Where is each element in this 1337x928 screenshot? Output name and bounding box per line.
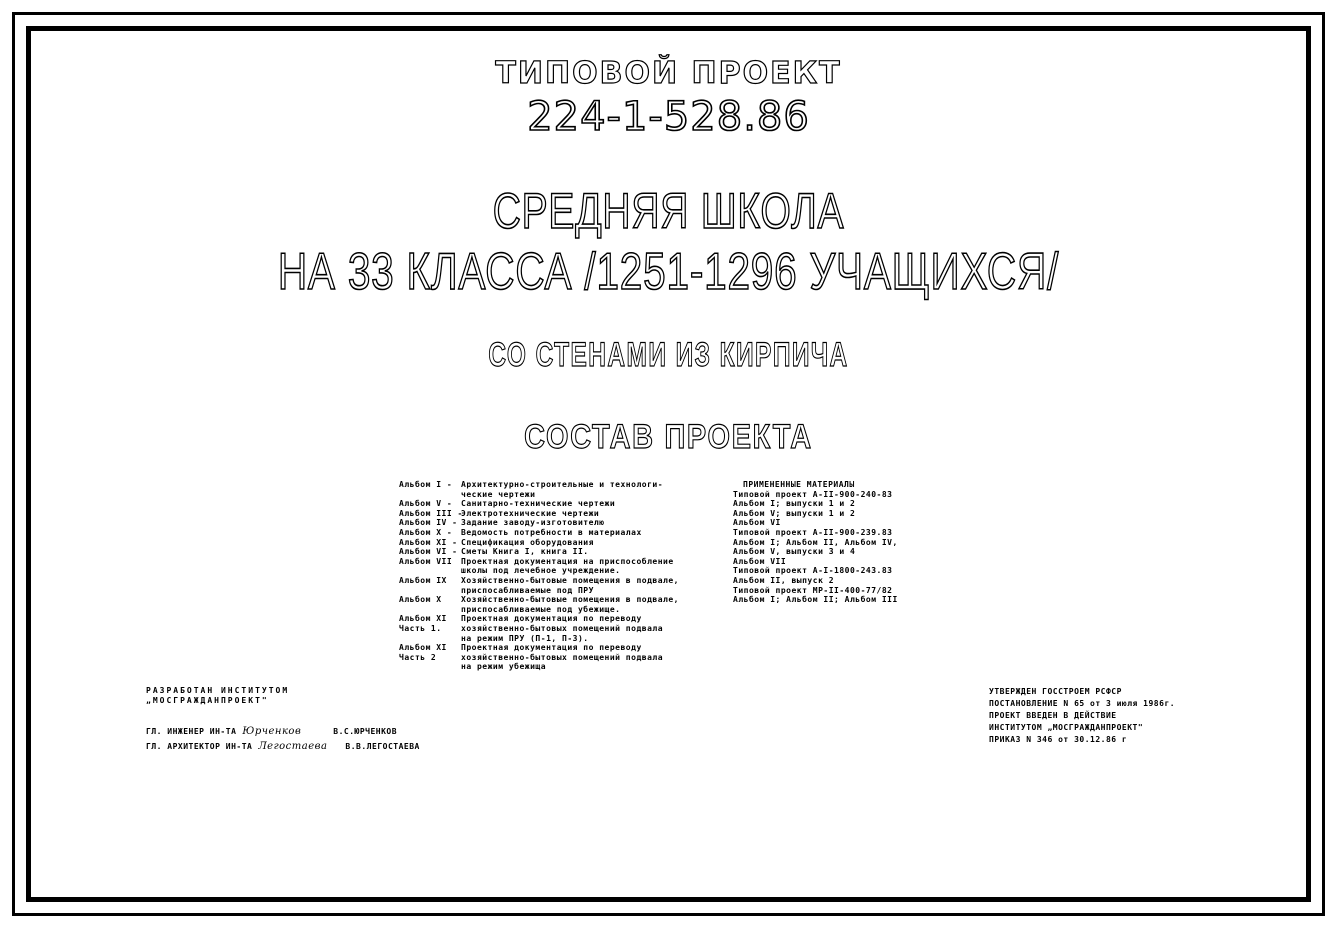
chief-engineer-label: ГЛ. ИНЖЕНЕР ИН-ТА (146, 727, 237, 737)
album-row (399, 634, 709, 644)
album-row (399, 518, 709, 528)
applied-material-line: Типовой проект МР-II-400-77/82 (733, 585, 893, 595)
album-row (399, 490, 709, 500)
project-number: 224-1-528.86 (527, 94, 810, 140)
album-row (399, 528, 709, 538)
approval-line-5: ПРИКАЗ N 346 от 30.12.86 г (989, 735, 1128, 744)
applied-material-line: Альбом V; выпуски 1 и 2 (733, 508, 856, 518)
chief-engineer-name: В.С.ЮРЧЕНКОВ (333, 727, 398, 737)
album-row (399, 624, 709, 634)
album-label (399, 490, 461, 500)
album-text: Сметы Книга I, книга II. (461, 547, 589, 557)
album-label: Альбом XI (399, 643, 447, 653)
album-label: Альбом X (399, 595, 442, 605)
album-label (399, 634, 461, 644)
album-label: Альбом XI (399, 614, 447, 624)
approval-block (989, 686, 1175, 746)
applied-material-line: Типовой проект А-II-900-240-83 (733, 489, 893, 499)
composition-heading: СОСТАВ ПРОЕКТА (524, 418, 813, 456)
albums-list (399, 480, 709, 672)
album-text: Ведомость потребности в материалах (461, 527, 642, 537)
album-text: Проектная документация по переводу (461, 614, 642, 624)
applied-material-line: Альбом I; Альбом II, Альбом IV, (733, 537, 898, 547)
album-row (399, 662, 709, 672)
album-text: Проектная документация по переводу (461, 643, 642, 653)
album-text: школы под лечебное учреждение. (461, 566, 621, 576)
album-row (399, 595, 709, 605)
album-text: хозяйственно-бытовых помещений подвала (461, 623, 664, 633)
applied-material-line: Альбом I; выпуски 1 и 2 (733, 499, 856, 509)
album-text: на режим убежища (461, 662, 547, 672)
applied-material-line: Типовой проект А-II-900-239.83 (733, 527, 893, 537)
album-label: Альбом III - (399, 508, 463, 518)
album-row (399, 538, 709, 548)
album-label (399, 566, 461, 576)
applied-materials (733, 480, 963, 605)
applied-material-line: Типовой проект А-I-1800-243.83 (733, 566, 893, 576)
approval-line-4: ИНСТИТУТОМ „МОСГРАЖДАНПРОЕКТ" (989, 723, 1144, 732)
chief-architect-label: ГЛ. АРХИТЕКТОР ИН-ТА (146, 741, 253, 751)
album-label: Альбом I - (399, 480, 453, 489)
album-label: Альбом XI - (399, 537, 458, 547)
album-text: на режим ПРУ (П-1, П-3). (461, 633, 589, 643)
album-row (399, 480, 709, 490)
developer-line-1: РАЗРАБОТАН ИНСТИТУТОМ (146, 686, 290, 695)
album-label: Альбом IV - (399, 518, 458, 528)
album-text: Электротехнические чертежи (461, 508, 600, 518)
album-label (399, 586, 461, 596)
applied-material-line: Альбом II, выпуск 2 (733, 575, 835, 585)
album-label (399, 662, 461, 672)
album-row (399, 499, 709, 509)
applied-material-line: Альбом VII (733, 556, 787, 566)
album-row (399, 557, 709, 567)
album-label: Альбом VI - (399, 547, 458, 557)
album-row (399, 576, 709, 586)
title-line-3: СО СТЕНАМИ ИЗ КИРПИЧА (488, 336, 849, 374)
applied-materials-lines (733, 490, 963, 605)
album-label: Альбом VII (399, 556, 453, 566)
album-text: Проектная документация на приспособление (461, 556, 674, 566)
album-row (399, 586, 709, 596)
album-label: Альбом IX (399, 575, 447, 585)
album-text: ческие чертежи (461, 489, 536, 499)
album-row (399, 566, 709, 576)
album-text: Хозяйственно-бытовые помещения в подвале, (461, 575, 679, 585)
album-text: Архитектурно-строительные и технологи- (461, 480, 664, 489)
album-text: Задание заводу-изготовителю (461, 518, 605, 528)
chief-architect-signature: Легостаева (258, 740, 328, 752)
developer-block (146, 686, 420, 751)
applied-material-line: Альбом I; Альбом II; Альбом III (733, 595, 898, 605)
album-text: Санитарно-технические чертежи (461, 499, 616, 509)
album-row (399, 605, 709, 615)
chief-engineer-signature: Юрченков (242, 726, 302, 738)
album-row (399, 547, 709, 557)
album-row (399, 643, 709, 653)
album-row (399, 653, 709, 663)
album-label: Часть 1. (399, 623, 442, 633)
album-text: Хозяйственно-бытовые помещения в подвале, (461, 595, 679, 605)
album-label: Альбом V - (399, 499, 453, 509)
inner-frame (26, 26, 1311, 902)
applied-material-line: Альбом VI (733, 518, 781, 528)
approval-line-2: ПОСТАНОВЛЕНИЕ N 65 от 3 июля 1986г. (989, 699, 1176, 708)
album-label (399, 605, 461, 615)
album-text: приспосабливаемые под убежище. (461, 604, 621, 614)
project-type: ТИПОВОЙ ПРОЕКТ (495, 56, 842, 91)
album-text: приспосабливаемые под ПРУ (461, 585, 594, 595)
applied-material-line: Альбом V, выпуски 3 и 4 (733, 547, 856, 557)
album-text: хозяйственно-бытовых помещений подвала (461, 652, 664, 662)
title-line-2: НА 33 КЛАССА /1251-1296 УЧАЩИХСЯ/ (277, 243, 1060, 301)
album-label: Часть 2 (399, 652, 437, 662)
album-row (399, 614, 709, 624)
album-text: Спецификация оборудования (461, 537, 594, 547)
chief-architect-name: В.В.ЛЕГОСТАЕВА (345, 741, 420, 751)
applied-materials-heading: ПРИМЕНЕННЫЕ МАТЕРИАЛЫ (743, 480, 855, 489)
title-line-1: СРЕДНЯЯ ШКОЛА (492, 183, 845, 239)
approval-line-1: УТВЕРЖДЕН ГОССТРОЕМ РСФСР (989, 687, 1122, 696)
album-row (399, 509, 709, 519)
approval-line-3: ПРОЕКТ ВВЕДЕН В ДЕЙСТВИЕ (989, 711, 1117, 720)
developer-line-2: „МОСГРАЖДАНПРОЕКТ" (146, 695, 269, 705)
album-label: Альбом X - (399, 527, 453, 537)
